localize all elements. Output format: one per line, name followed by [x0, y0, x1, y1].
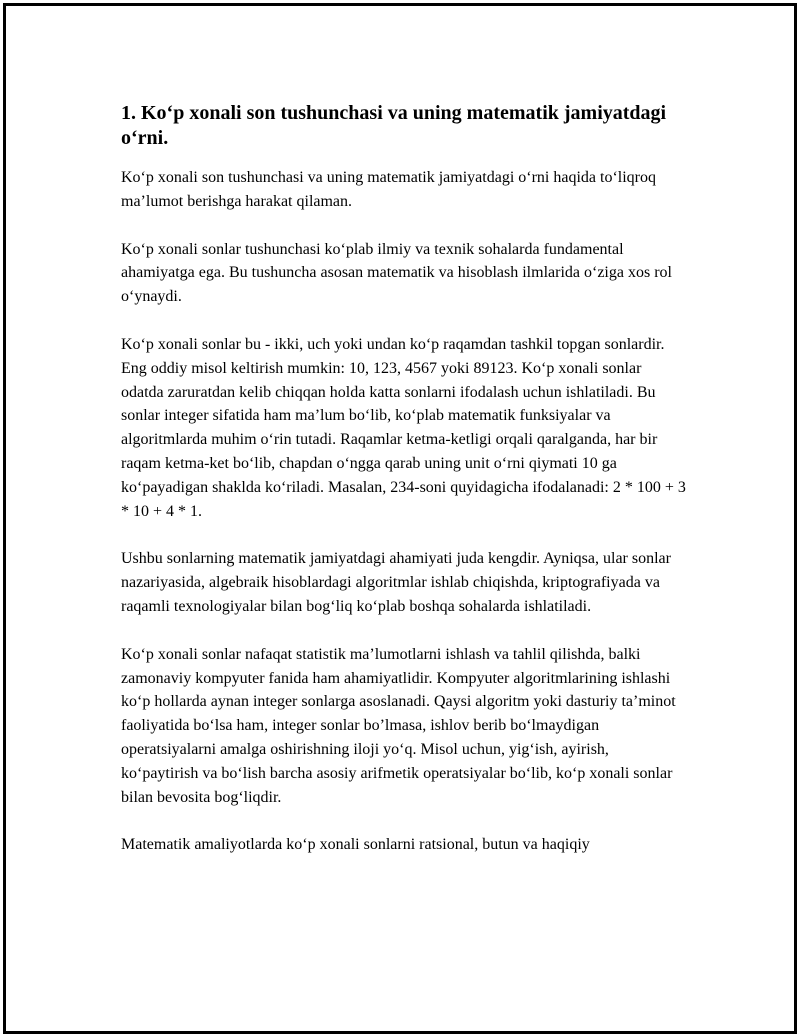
paragraph-1: Ko‘p xonali son tushunchasi va uning matematik jamiyatdagi o‘rni haqida to‘liqroq ma’lumot berishga harakat qilaman. — [121, 169, 656, 210]
paragraph-6: Matematik amaliyotlarda ko‘p xonali sonlarni ratsional, butun va haqiqiy — [121, 836, 590, 854]
paragraph-3: Ko‘p xonali sonlar bu - ikki, uch yoki undan ko‘p raqamdan tashkil topgan sonlardir. Eng oddiy misol keltirish mumkin: 10, 123, 4567 yoki 89123. Ko‘p xonali sonlar odatda zaruratdan kelib chiqqan holda katta sonlarni ifodalash uchun ishlatiladi. Bu sonlar integer sifatida ham ma’lum bo‘lib, ko‘plab matematik funksiyalar va algoritmlarda muhim o‘rin tutadi. Raqamlar ketma-ketligi orqali qaralganda, har bir raqam ketma-ket bo‘lib, chapdan o‘ngga qarab uning unit o‘rni qiymati 10 ga ko‘payadigan shaklda ko‘riladi. Masalan, 234-soni quyidagicha ifodalanadi: 2 * 100 + 3 * 10 + 4 * 1. — [121, 335, 686, 520]
paragraph-5: Ko‘p xonali sonlar nafaqat statistik ma’lumotlarni ishlash va tahlil qilishda, balki zamonaviy kompyuter fanida ham ahamiyatlidir. Kompyuter algoritmlarining ishlashi ko‘p hollarda aynan integer sonlarga asoslanadi. Qaysi algoritm yoki dasturiy ta’minot faoliyatida bo‘lsa ham, integer sonlar bo’lmasa, ishlov berib bo‘lmaydigan operatsiyalarni amalga oshirishning iloji yo‘q. Misol uchun, yig‘ish, ayirish, ko‘paytirish va bo‘lish barcha asosiy arifmetik operatsiyalar bo‘lib, ko‘p xonali sonlar bilan bevosita bog‘liqdir. — [121, 645, 676, 806]
section-heading: 1. Ko‘p xonali son tushunchasi va uning matematik jamiyatdagi o‘rni. — [121, 102, 667, 149]
paragraph-2: Ko‘p xonali sonlar tushunchasi ko‘plab ilmiy va texnik sohalarda fundamental ahamiyatga ega. Bu tushuncha asosan matematik va hisoblash ilmlarida o‘ziga xos rol o‘ynaydi. — [121, 240, 672, 306]
paragraph-4: Ushbu sonlarning matematik jamiyatdagi ahamiyati juda kengdir. Ayniqsa, ular sonlar nazariyasida, algebraik hisoblardagi algoritmlar ishlab chiqishda, kriptografiyada va raqamli texnologiyalar bilan bog‘liq ko‘plab boshqa sohalarda ishlatiladi. — [121, 550, 671, 615]
document-content — [121, 101, 686, 881]
document-page — [3, 3, 797, 1034]
